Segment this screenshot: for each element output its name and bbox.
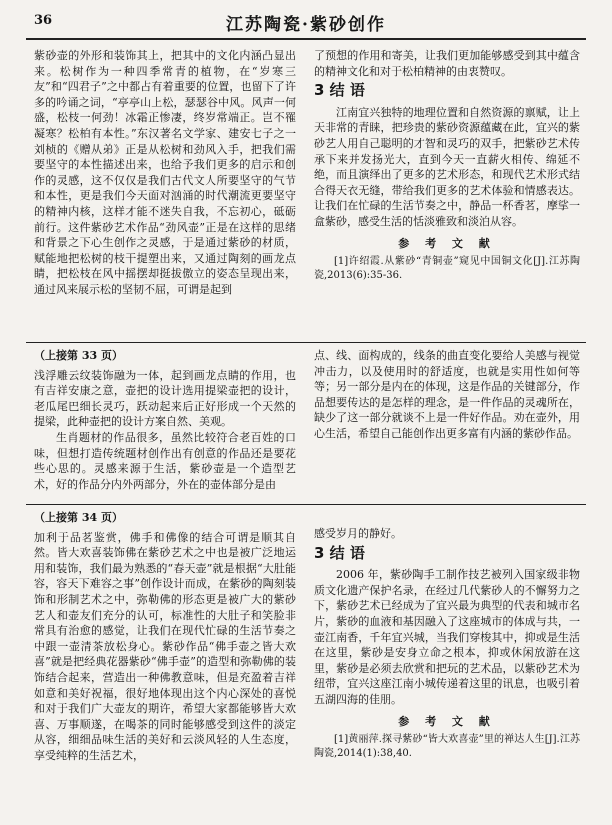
section2-continued-note: （上接第 33 页） [34, 349, 123, 362]
section2-right-column [314, 348, 580, 500]
journal-title: 江苏陶瓷·紫砂创作 [226, 15, 386, 35]
section3-ref-heading: 参 考 文 献 [398, 714, 496, 728]
section1-left-text: 紫砂壶的外形和装饰其上，把其中的文化内涵凸显出来。松树作为一种四季常青的植物，在“岁寒三友”和“四君子”之中都占有着重要的位置，也留下了许多的吟诵之词，“亭亭山上松，瑟瑟谷中风。风声一何盛，松枝一何劲！冰霜正惨凄，终岁常端正。岂不罹凝寒？松柏有本性。”东汉著名文学家、建安七子之一刘桢的《赠从弟》正是从松树和劲风入手，把我们需要坚守的本性描述出来，也给予我们更多的启示和创作的灵感，这不仅仅是我们古代文人所要坚守的气节和本性，更是我们今天面对汹涌的时代潮流更要坚守的精神内核，这样才能不迷失自我，不忘初心，砥砺前行。这件紫砂艺术作品“劲风壶”正是在这样的思绪和背景之下心生创作之灵感，于是通过紫砂的材质，赋能地把松树的枝干提塑出来，又通过陶刻的画龙点睛，把松枝在风中摇摆却挺拔傲立的姿态呈现出来，通过风来展示松的坚韧不屈，可谓是起到 [34, 49, 296, 296]
section1-conclusion: 江南宜兴独特的地理位置和自然资源的禀赋，让上天非常的青睐，把珍贵的紫砂资源蕴藏在此，宜兴的紫砂艺人用自己聪明的才智和灵巧的双手，把紫砂艺术传承下来并发扬光大，直到今天一直薪火相传、绵延不绝，而且演绎出了更多的艺术形态，和现代艺术形式结合得天衣无缝，带给我们更多的艺术体验和情感表达。让我们在忙碌的生活节奏之中，静品一杯香茗，摩挲一盒紫砂，感受生活的恬淡雅致和淡泊从容。 [314, 105, 580, 228]
section3-left-column [34, 510, 296, 815]
section1-reference: [1]许绍霞.从紫砂“青铜壶”窥见中国铜文化[J].江苏陶瓷,2013(6):35-36. [314, 256, 580, 282]
section3-right-intro: 感受岁月的静好。 [314, 527, 402, 540]
section3-heading: 3 结 语 [314, 543, 365, 562]
section1-heading: 3 结 语 [314, 81, 365, 100]
section-divider [26, 504, 586, 505]
section1-left-column [34, 48, 296, 338]
header-rule [26, 38, 586, 40]
section2-left-p1: 浅浮雕云纹装饰融为一体，起到画龙点睛的作用，也有吉祥安康之意，壶把的设计选用提梁壶把的设计，老瓜尾巴细长灵巧，跃动起来后正好形成一个天然的提梁，此种壶把的设计方案自然、美观。 [34, 368, 296, 429]
section3-conclusion: 2006 年，紫砂陶手工制作技艺被列入国家级非物质文化遗产保护名录，在经过几代紫砂人的不懈努力之下，紫砂艺术已经成为了宜兴最为典型的代表和城市名片，紫砂的血液和基因融入了这座城市的体成与共，一壶江南香，千年宜兴城，当我们穿梭其中，抑或是生活在这里，紫砂是安身立命之根本，抑或休闲放游在这里，紫砂是必须去欣赏和把玩的艺术品，以紫砂艺术为纽带，宜兴这座江南小城传递着这里的讯息，也吸引着五湖四海的佳朋。 [314, 568, 580, 706]
section3-continued-note: （上接第 34 页） [34, 511, 123, 524]
section2-left-column [34, 348, 296, 500]
section-divider [26, 342, 586, 343]
section1-right-column [314, 48, 580, 338]
section3-left-text: 加利于品茗鉴赏，佛手和佛像的结合可谓是顺其自然。皆大欢喜装饰佛在紫砂艺术之中也是被广泛地运用和装饰，我们最为熟悉的“春天壶”就是根据“大肚能容，容天下难容之事”创作设计而成，在紫砂的陶刻装饰和形制艺术之中，弥勒佛的形态更是被广大的紫砂艺人和壶友们充分的认可，标准性的大肚子和笑脸非常具有治愈的感觉，让我们在现代忙碌的生活节奏之中跟一壶清茶放松身心。紫砂作品“佛手壶之皆大欢喜”就是把经典花器紫砂“佛手壶”的造型和弥勒佛的装饰结合起来，营造出一种佛教意味，但是充盈着吉祥如意和美好祝福，很好地体现出这个内心深处的喜悦和对于我们广大壶友的期许，希望大家都能够皆大欢喜、万事顺遂，在喝茶的同时能够感受到这件的淡定从容，细细品味生活的美好和云淡风轻的人生态度，享受纯粹的生活艺术， [34, 530, 296, 762]
page-number: 36 [34, 13, 53, 28]
page-header [0, 0, 612, 44]
section1-ref-heading: 参 考 文 献 [398, 236, 496, 250]
section1-right-intro: 了预想的作用和寄美，让我们更加能够感受到其中蕴含的精神文化和对于松柏精神的由衷赞叹。 [314, 49, 580, 78]
section2-right-text: 点、线、面构成的，线条的曲直变化要给人美感与视觉冲击力，以及使用时的舒适度，也就是实用性如何等等；另一部分是内在的体现，这是作品的关键部分，作品想要传达的是怎样的理念，是一件作品的灵魂所在，缺少了这一部分就谈不上是一件好作品。劝在壶外，用心生活，希望自己能创作出更多富有内涵的紫砂作品。 [314, 349, 580, 440]
section3-reference: [1]黄丽萍.探寻紫砂“皆大欢喜壶”里的禅达人生[J].江苏陶瓷,2014(1):38,40. [314, 734, 580, 760]
section3-right-column [314, 526, 580, 815]
section2-left-p2: 生肖题材的作品很多，虽然比较符合老百姓的口味，但想打造传统题材创作出有创意的作品还是要花些心思的。灵感来源于生活，紫砂壶是一个造型艺术，好的作品分内外两部分，外在的壶体部分是由 [34, 430, 296, 491]
